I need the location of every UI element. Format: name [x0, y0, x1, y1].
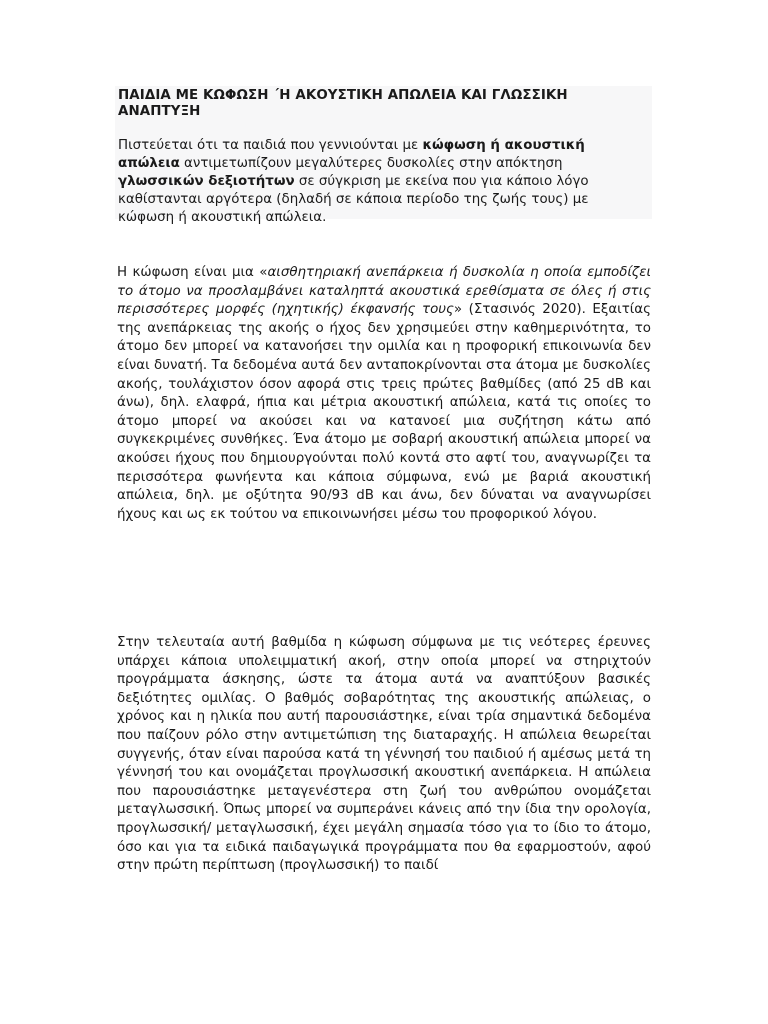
p1-text-1: Η κώφωση είναι μια « — [117, 265, 268, 280]
intro-bold-deafness: κώφωση ή ακουστική απώλεια — [118, 138, 585, 171]
body-paragraph-2: Στην τελευταία αυτή βαθμίδα η κώφωση σύμφωνα με τις νεότερες έρευνες υπάρχει κάποια υπολειμματική ακοή, στην οποία μπορεί να στηριχτούν προγράμματα άσκησης, ώστε τα άτομα αυτά να αναπτύξουν βασικές δεξιότητες ομιλίας. Ο βαθμός σοβαρότητας της ακουστικής απώλειας, ο χρόνος και η ηλικία που αυτή παρουσιάστηκε, είναι τρία σημαντικά δεδομένα που παίζουν ρόλο στην αντιμετώπιση της διαταραχής. Η απώλεια θεωρείται συγγενής, όταν είναι παρούσα κατά τη γέννησή του παιδιού ή αμέσως μετά τη γέννησή του και ονομάζεται προγλωσσική ακουστική ανεπάρκεια. Η απώλεια που παρουσιάστηκε μεταγενέστερα στη ζωή του ανθρώπου ονομάζεται μεταγλωσσική. Όπως μπορεί να συμπεράνει κάνεις από την ίδια την ορολογία, προγλωσσική/ μεταγλωσσική, έχει μεγάλη σημασία τόσο για το ίδιο το άτομο, όσο και για τα ειδικά παιδαγωγικά προγράμματα που θα εφαρμοστούν, αφού στην πρώτη περίπτωση (προγλωσσική) το παιδί — [117, 635, 651, 874]
p1-italic-definition: αισθητηριακή ανεπάρκεια ή δυσκολία η οποία εμποδίζει το άτομο να προσλαμβάνει καταληπτά ακουστικά ερεθίσματα σε όλες ή στις περισσότερες μορφές (ηχητικής) έκφανσής τους — [117, 265, 651, 318]
intro-text-2: αντιμετωπίζουν μεγαλύτερες δυσκολίες στην απόκτηση — [179, 156, 563, 171]
document-heading: ΠΑΙΔΙΑ ΜΕ ΚΩΦΩΣΗ ΄Η ΑΚΟΥΣΤΙΚΗ ΑΠΩΛΕΙΑ ΚΑΙ ΓΛΩΣΣΙΚΗ ΑΝΑΠΤΥΞΗ — [118, 88, 568, 119]
intro-paragraph — [118, 137, 648, 227]
intro-bold-language-skills: γλωσσικών δεξιοτήτων — [118, 174, 295, 189]
intro-text-3: σε σύγκριση με εκείνα που για κάποιο λόγο καθίστανται αργότερα (δηλαδή σε κάποια περίοδο της ζωής τους) με κώφωση ή ακουστική απώλεια. — [118, 174, 589, 225]
intro-text-1: Πιστεύεται ότι τα παιδιά που γεννιούνται με — [118, 138, 423, 153]
intro-highlight-box — [115, 86, 652, 225]
p1-text-2: » (Στασινός 2020). Εξαιτίας της ανεπάρκειας της ακοής ο ήχος δεν χρησιμεύει στην καθημερινότητα, το άτομο δεν μπορεί να κατανοήσει την ομιλία και η προφορική επικοινωνία δεν είναι δυνατή. Τα δεδομένα αυτά δεν ανταποκρίνονται στα άτομα με δυσκολίες ακοής, τουλάχιστον όσον αφορά στις τρεις πρώτες βαθμίδες (από 25 dB και άνω), δηλ. ελαφρά, ήπια και μέτρια ακουστική απώλεια, κατά τις οποίες το άτομο μπορεί να ακούσει και να κατανοεί μια συζήτηση κάτω από συγκεκριμένες συνθήκες. Ένα άτομο με σοβαρή ακουστική απώλεια μπορεί να ακούσει ήχους που δημιουργούνται πολύ κοντά στο αφτί του, αναγνωρίζει τα περισσότερα φωνήεντα και κάποια σύμφωνα, ενώ με βαριά ακουστική απώλεια, δηλ. με οξύτητα 90/93 dB και άνω, δεν δύναται να αναγνωρίσει ήχους και ως εκ τούτου να επικοινωνήσει μέσω του προφορικού λόγου. — [117, 302, 651, 522]
body-paragraph-1 — [117, 264, 651, 524]
